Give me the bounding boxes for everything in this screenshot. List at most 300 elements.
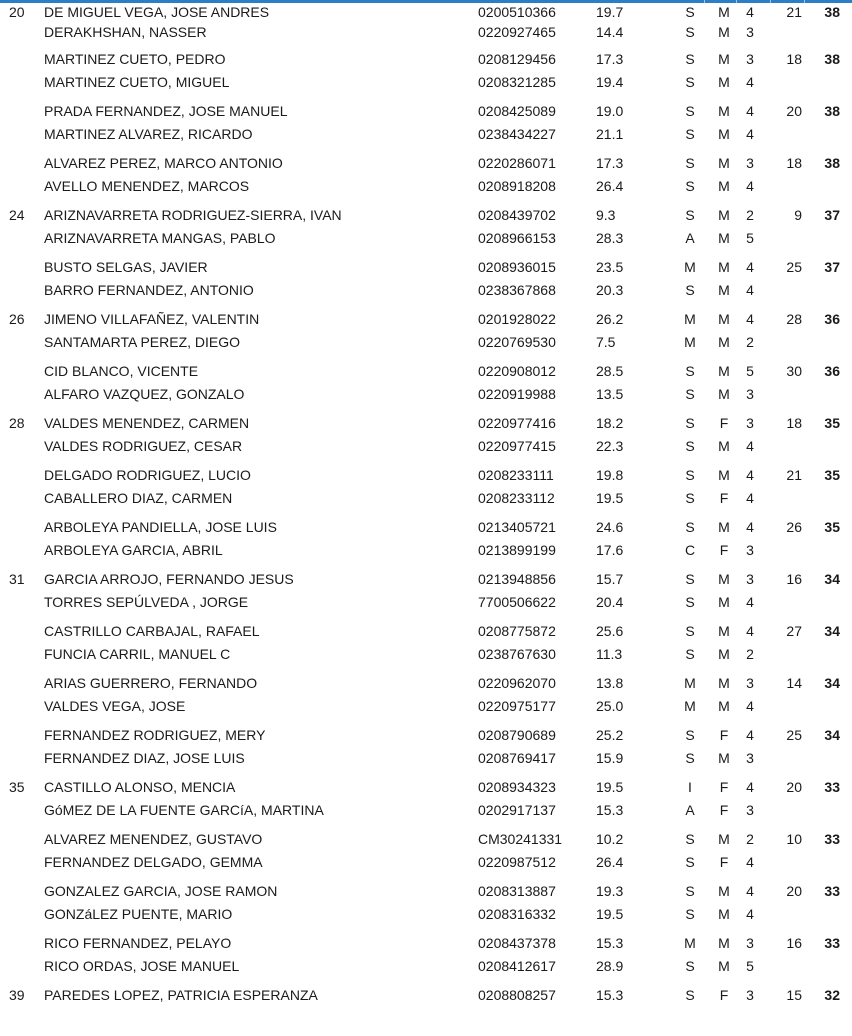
team-handicap: 16 [786, 935, 802, 951]
player-name: DERAKHSHAN, NASSER [44, 24, 207, 40]
table-row [0, 487, 852, 510]
level: 4 [746, 74, 754, 90]
gender: M [718, 230, 730, 246]
player-name: MARTINEZ CUETO, MIGUEL [44, 74, 230, 90]
results-table [0, 3, 852, 1036]
player-name: MARTINEZ ALVAREZ, RICARDO [44, 126, 253, 142]
handicap: 26.4 [596, 178, 624, 194]
handicap: 19.5 [596, 906, 624, 922]
player-name: TORRES SEPÚLVEDA , JORGE [44, 594, 249, 610]
license-number: 0220977415 [478, 438, 556, 454]
license-number: 0208769417 [478, 750, 556, 766]
license-number: 0213899199 [478, 542, 556, 558]
total-score: 34 [824, 727, 840, 743]
table-row [0, 464, 852, 487]
table-row [0, 747, 852, 770]
team-handicap: 14 [786, 675, 802, 691]
license-number: 0208439702 [478, 207, 556, 223]
level: 3 [746, 415, 754, 431]
level: 4 [746, 311, 754, 327]
category: M [684, 334, 696, 350]
player-name: CABALLERO DIAZ, CARMEN [44, 490, 233, 506]
license-number: 0220987512 [478, 854, 556, 870]
level: 3 [746, 802, 754, 818]
handicap: 26.2 [596, 311, 624, 327]
player-name: MARTINEZ CUETO, PEDRO [44, 51, 226, 67]
table-row [0, 227, 852, 250]
team-group [0, 256, 852, 308]
table-row [0, 152, 852, 175]
gender: F [719, 415, 729, 431]
total-score: 36 [824, 311, 840, 327]
category: S [685, 727, 695, 743]
team-group [0, 100, 852, 152]
table-row [0, 851, 852, 874]
level: 3 [746, 386, 754, 402]
handicap: 19.0 [596, 103, 624, 119]
category: S [685, 74, 695, 90]
category: C [684, 542, 696, 558]
team-group [0, 308, 852, 360]
category: S [685, 155, 695, 171]
player-name: BARRO FERNANDEZ, ANTONIO [44, 282, 254, 298]
table-row [0, 516, 852, 539]
position: 35 [9, 779, 25, 795]
gender: M [718, 831, 730, 847]
gender: M [718, 207, 730, 223]
category: S [685, 750, 695, 766]
license-number: 0220927465 [478, 24, 556, 40]
handicap: 13.8 [596, 675, 624, 691]
category: S [685, 646, 695, 662]
gender: M [718, 4, 730, 20]
gender: M [718, 24, 730, 40]
team-handicap: 30 [786, 363, 802, 379]
category: S [685, 438, 695, 454]
team-handicap: 18 [786, 415, 802, 431]
level: 5 [746, 363, 754, 379]
gender: M [718, 126, 730, 142]
license-number: 0208233111 [478, 467, 554, 483]
level: 2 [746, 646, 754, 662]
team-handicap: 27 [786, 623, 802, 639]
license-number: 0238367868 [478, 282, 556, 298]
gender: M [718, 906, 730, 922]
table-row [0, 955, 852, 978]
team-handicap: 26 [786, 519, 802, 535]
gender: M [718, 698, 730, 714]
table-row [0, 724, 852, 747]
handicap: 15.3 [596, 987, 624, 1003]
level: 2 [746, 207, 754, 223]
level: 4 [746, 519, 754, 535]
license-number: 0220975177 [478, 698, 556, 714]
gender: F [719, 727, 729, 743]
gender: M [718, 675, 730, 691]
handicap: 13.5 [596, 386, 624, 402]
license-number: 0208918208 [478, 178, 556, 194]
gender: F [719, 490, 729, 506]
category: S [685, 987, 695, 1003]
category: S [685, 831, 695, 847]
team-group [0, 3, 852, 48]
gender: M [718, 103, 730, 119]
player-name: ALVAREZ PEREZ, MARCO ANTONIO [44, 155, 283, 171]
gender: M [718, 623, 730, 639]
handicap: 22.3 [596, 438, 624, 454]
gender: M [718, 363, 730, 379]
team-group [0, 204, 852, 256]
license-number: 0208425089 [478, 103, 556, 119]
player-name: SANTAMARTA PEREZ, DIEGO [44, 334, 241, 350]
gender: M [718, 883, 730, 899]
team-handicap: 18 [786, 155, 802, 171]
level: 2 [746, 831, 754, 847]
category: S [685, 386, 695, 402]
position: 20 [9, 4, 25, 20]
gender: M [718, 750, 730, 766]
player-name: GONZALEZ GARCIA, JOSE RAMON [44, 883, 278, 899]
handicap: 25.2 [596, 727, 624, 743]
handicap: 11.3 [596, 646, 623, 662]
total-score: 32 [824, 987, 840, 1003]
handicap: 7.5 [596, 334, 616, 350]
total-score: 35 [824, 519, 840, 535]
player-name: RICO FERNANDEZ, PELAYO [44, 935, 232, 951]
level: 4 [746, 883, 754, 899]
license-number: 0220769530 [478, 334, 556, 350]
player-name: ARIZNAVARRETA RODRIGUEZ-SIERRA, IVAN [44, 207, 342, 223]
gender: F [719, 542, 729, 558]
team-group [0, 724, 852, 776]
gender: M [718, 311, 730, 327]
gender: M [718, 467, 730, 483]
table-row [0, 435, 852, 458]
handicap: 23.5 [596, 259, 624, 275]
level: 4 [746, 594, 754, 610]
gender: M [718, 178, 730, 194]
player-name: GONZáLEZ PUENTE, MARIO [44, 906, 233, 922]
total-score: 34 [824, 571, 840, 587]
handicap: 26.4 [596, 854, 624, 870]
gender: F [719, 802, 729, 818]
player-name: DE MIGUEL VEGA, JOSE ANDRES [44, 4, 270, 20]
gender: M [718, 438, 730, 454]
category: M [684, 675, 696, 691]
total-score: 37 [824, 207, 840, 223]
category: S [685, 958, 695, 974]
gender: M [718, 259, 730, 275]
table-row [0, 591, 852, 614]
category: M [684, 935, 696, 951]
team-handicap: 20 [786, 779, 802, 795]
category: S [685, 883, 695, 899]
level: 4 [746, 698, 754, 714]
handicap: 9.3 [596, 207, 616, 223]
team-group [0, 48, 852, 100]
player-name: VALDES RODRIGUEZ, CESAR [44, 438, 243, 454]
table-row [0, 643, 852, 666]
table-row [0, 880, 852, 903]
player-name: FERNANDEZ RODRIGUEZ, MERY [44, 727, 266, 743]
table-row [0, 695, 852, 718]
level: 4 [746, 178, 754, 194]
team-group [0, 672, 852, 724]
level: 3 [746, 155, 754, 171]
table-row [0, 204, 852, 227]
handicap: 20.3 [596, 282, 624, 298]
team-handicap: 20 [786, 883, 802, 899]
level: 3 [746, 987, 754, 1003]
level: 4 [746, 467, 754, 483]
level: 4 [746, 282, 754, 298]
player-name: RICO ORDAS, JOSE MANUEL [44, 958, 240, 974]
license-number: 0208316332 [478, 906, 556, 922]
player-name: PAREDES LOPEZ, PATRICIA ESPERANZA [44, 987, 318, 1003]
player-name: GARCIA ARROJO, FERNANDO JESUS [44, 571, 294, 587]
license-number: 0208233112 [478, 490, 555, 506]
license-number: 0208129456 [478, 51, 556, 67]
level: 3 [746, 675, 754, 691]
level: 4 [746, 438, 754, 454]
player-name: ALFARO VAZQUEZ, GONZALO [44, 386, 245, 402]
team-handicap: 28 [786, 311, 802, 327]
player-name: ARIZNAVARRETA MANGAS, PABLO [44, 230, 276, 246]
handicap: 15.3 [596, 935, 624, 951]
table-row [0, 123, 852, 146]
handicap: 24.6 [596, 519, 624, 535]
category: S [685, 490, 695, 506]
license-number: 0208437378 [478, 935, 556, 951]
level: 3 [746, 51, 754, 67]
player-name: FERNANDEZ DELGADO, GEMMA [44, 854, 263, 870]
position: 31 [9, 571, 25, 587]
license-number: 0208313887 [478, 883, 556, 899]
gender: M [718, 386, 730, 402]
gender: F [719, 779, 729, 795]
level: 3 [746, 750, 754, 766]
category: S [685, 906, 695, 922]
gender: F [719, 854, 729, 870]
category: S [685, 282, 695, 298]
license-number: 0208775872 [478, 623, 556, 639]
level: 4 [746, 906, 754, 922]
total-score: 33 [824, 831, 840, 847]
table-row [0, 672, 852, 695]
player-name: CASTILLO ALONSO, MENCIA [44, 779, 236, 795]
license-number: 0220919988 [478, 386, 556, 402]
level: 5 [746, 230, 754, 246]
player-name: JIMENO VILLAFAÑEZ, VALENTIN [44, 311, 260, 327]
category: S [685, 51, 695, 67]
category: S [685, 126, 695, 142]
gender: M [718, 519, 730, 535]
category: S [685, 594, 695, 610]
team-group [0, 152, 852, 204]
category: S [685, 103, 695, 119]
player-name: ARBOLEYA PANDIELLA, JOSE LUIS [44, 519, 277, 535]
category: S [685, 854, 695, 870]
license-number: 0208934323 [478, 779, 556, 795]
gender: M [718, 74, 730, 90]
license-number: 0220286071 [478, 155, 556, 171]
license-number: 0208412617 [478, 958, 556, 974]
team-group [0, 464, 852, 516]
table-row [0, 21, 852, 44]
handicap: 19.3 [596, 883, 624, 899]
handicap: 19.4 [596, 74, 624, 90]
table-row [0, 412, 852, 435]
license-number: 0220962070 [478, 675, 556, 691]
team-handicap: 9 [794, 207, 802, 223]
team-group [0, 360, 852, 412]
player-name: DELGADO RODRIGUEZ, LUCIO [44, 467, 251, 483]
position: 24 [9, 207, 25, 223]
total-score: 33 [824, 883, 840, 899]
table-row [0, 331, 852, 354]
handicap: 25.0 [596, 698, 624, 714]
player-name: CID BLANCO, VICENTE [44, 363, 199, 379]
category: I [688, 779, 692, 795]
table-row [0, 932, 852, 955]
player-name: FUNCIA CARRIL, MANUEL C [44, 646, 231, 662]
handicap: 19.7 [596, 4, 624, 20]
table-row [0, 360, 852, 383]
handicap: 19.8 [596, 467, 624, 483]
team-group [0, 620, 852, 672]
team-group [0, 412, 852, 464]
total-score: 36 [824, 363, 840, 379]
table-row [0, 279, 852, 302]
category: S [685, 207, 695, 223]
level: 4 [746, 779, 754, 795]
team-handicap: 16 [786, 571, 802, 587]
license-number: 0201928022 [478, 311, 556, 327]
gender: M [718, 334, 730, 350]
handicap: 25.6 [596, 623, 624, 639]
level: 3 [746, 571, 754, 587]
player-name: BUSTO SELGAS, JAVIER [44, 259, 208, 275]
table-row [0, 3, 852, 21]
level: 3 [746, 935, 754, 951]
category: S [685, 178, 695, 194]
total-score: 38 [824, 155, 840, 171]
team-handicap: 21 [786, 467, 802, 483]
table-row [0, 903, 852, 926]
level: 4 [746, 126, 754, 142]
table-row [0, 71, 852, 94]
license-number: 0208936015 [478, 259, 556, 275]
license-number: 0213405721 [478, 519, 556, 535]
license-number: 0200510366 [478, 4, 556, 20]
level: 5 [746, 958, 754, 974]
license-number: 7700506622 [478, 594, 556, 610]
gender: M [718, 155, 730, 171]
category: M [684, 311, 696, 327]
license-number: 0208966153 [478, 230, 556, 246]
team-handicap: 15 [786, 987, 802, 1003]
player-name: ALVAREZ MENENDEZ, GUSTAVO [44, 831, 263, 847]
handicap: 20.4 [596, 594, 624, 610]
level: 4 [746, 103, 754, 119]
category: M [684, 698, 696, 714]
level: 4 [746, 259, 754, 275]
gender: F [719, 987, 729, 1003]
handicap: 28.3 [596, 230, 624, 246]
level: 4 [746, 490, 754, 506]
handicap: 19.5 [596, 779, 624, 795]
total-score: 34 [824, 623, 840, 639]
level: 4 [746, 727, 754, 743]
category: S [685, 519, 695, 535]
license-number: 0238767630 [478, 646, 556, 662]
total-score: 37 [824, 259, 840, 275]
total-score: 38 [824, 103, 840, 119]
category: A [685, 802, 695, 818]
team-handicap: 21 [786, 4, 802, 20]
player-name: FERNANDEZ DIAZ, JOSE LUIS [44, 750, 245, 766]
total-score: 38 [824, 51, 840, 67]
gender: M [718, 594, 730, 610]
table-row [0, 984, 852, 1007]
player-name: ARIAS GUERRERO, FERNANDO [44, 675, 258, 691]
player-name: VALDES VEGA, JOSE [44, 698, 186, 714]
handicap: 17.3 [596, 51, 624, 67]
table-row [0, 539, 852, 562]
level: 4 [746, 4, 754, 20]
license-number: 0208808257 [478, 987, 556, 1003]
table-row [0, 776, 852, 799]
total-score: 38 [824, 4, 840, 20]
category: S [685, 571, 695, 587]
position: 39 [9, 987, 25, 1003]
team-handicap: 18 [786, 51, 802, 67]
team-group [0, 776, 852, 828]
level: 2 [746, 334, 754, 350]
level: 3 [746, 24, 754, 40]
handicap: 19.5 [596, 490, 624, 506]
team-group [0, 516, 852, 568]
license-number: 0220977416 [478, 415, 556, 431]
handicap: 28.9 [596, 958, 624, 974]
category: M [684, 259, 696, 275]
category: S [685, 363, 695, 379]
license-number: 0213948856 [478, 571, 556, 587]
license-number: 0208790689 [478, 727, 556, 743]
gender: M [718, 282, 730, 298]
table-row [0, 48, 852, 71]
team-handicap: 25 [786, 727, 802, 743]
category: A [685, 230, 695, 246]
license-number: 0208321285 [478, 74, 556, 90]
handicap: 28.5 [596, 363, 624, 379]
level: 3 [746, 542, 754, 558]
table-row [0, 175, 852, 198]
player-name: AVELLO MENENDEZ, MARCOS [44, 178, 250, 194]
table-row [0, 799, 852, 822]
team-group [0, 828, 852, 880]
handicap: 21.1 [596, 126, 624, 142]
table-row [0, 100, 852, 123]
table-row [0, 620, 852, 643]
player-name: VALDES MENENDEZ, CARMEN [44, 415, 250, 431]
total-score: 35 [824, 467, 840, 483]
handicap: 14.4 [596, 24, 624, 40]
category: S [685, 415, 695, 431]
handicap: 17.6 [596, 542, 624, 558]
team-handicap: 20 [786, 103, 802, 119]
team-group [0, 568, 852, 620]
